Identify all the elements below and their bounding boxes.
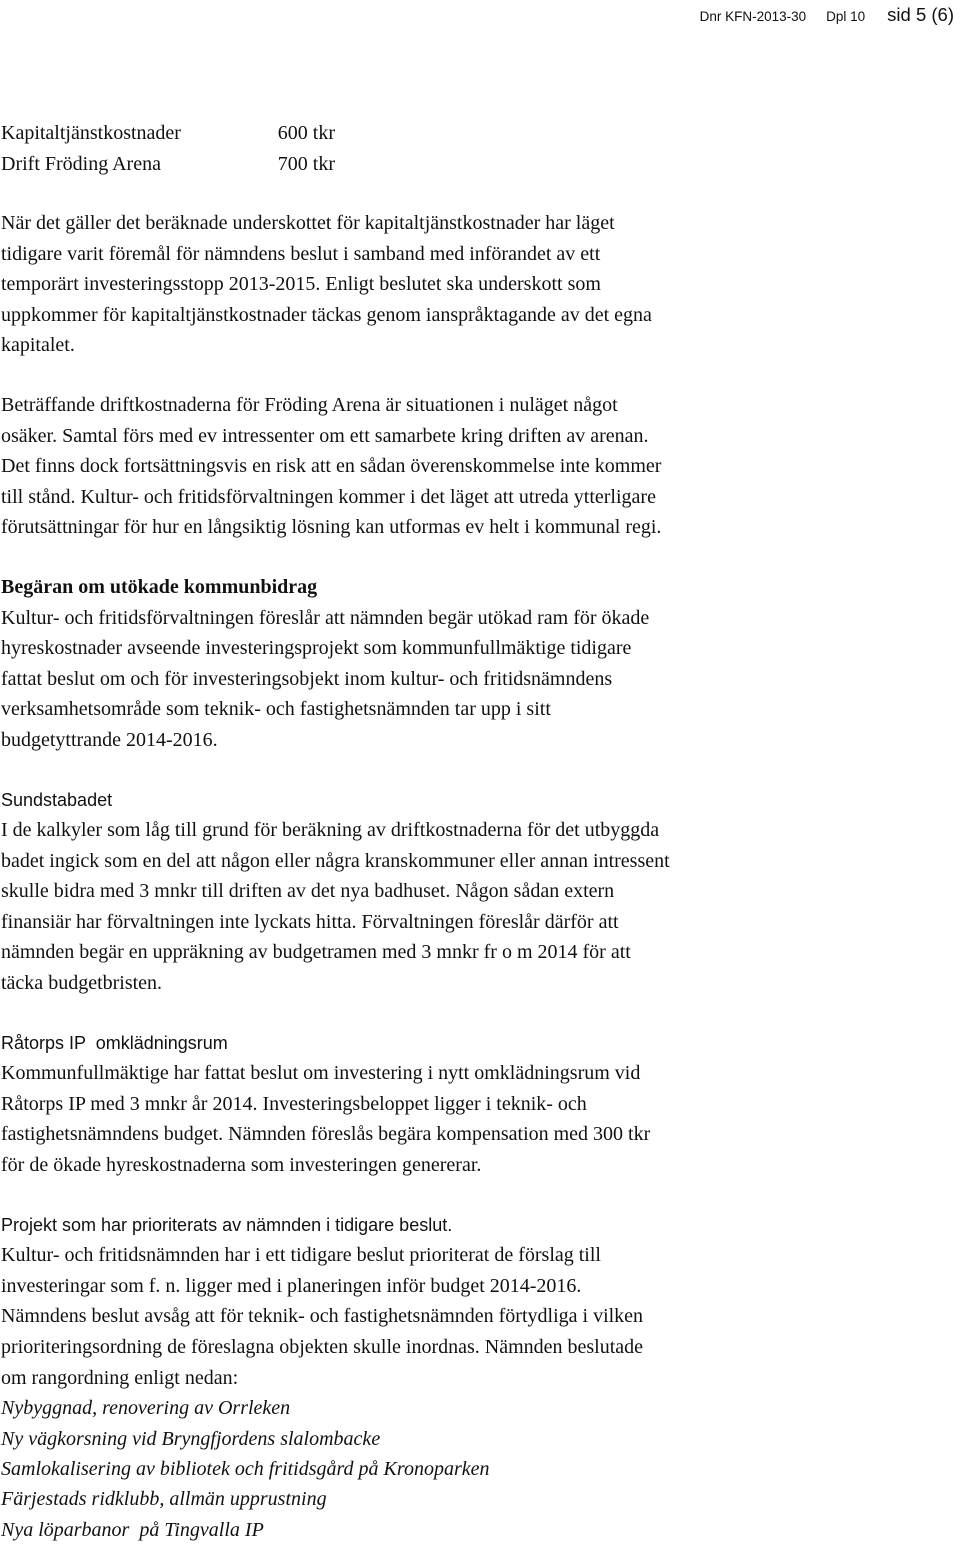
text-line: Beträffande driftkostnaderna för Fröding Arena är situationen i nuläget något — [1, 393, 618, 416]
text-line: När det gäller det beräknade underskottet för kapitaltjänstkostnader har läget — [1, 212, 615, 234]
text-line: Det finns dock fortsättningsvis en risk att en sådan överenskommelse inte kommer — [1, 455, 662, 478]
list-item: Samlokalisering av bibliotek och fritidsgård på Kronoparken — [1, 1458, 490, 1480]
document-number: Dnr KFN-2013-30 — [699, 9, 807, 24]
cost-table — [1, 118, 951, 179]
section-heading: Sundstabadet — [1, 789, 113, 810]
cost-value: 700 tkr — [277, 152, 335, 175]
text-line: investeringar som f. n. ligger med i planeringen inför budget 2014-2016. — [1, 1274, 582, 1297]
section-sundstabadet — [1, 785, 951, 999]
section-prioritized-projects — [1, 1210, 951, 1546]
text-line: Kommunfullmäktige har fattat beslut om investering i nytt omklädningsrum vid — [1, 1062, 641, 1085]
text-line: Råtorps IP med 3 mnkr år 2014. Investeringsbeloppet ligger i teknik- och — [1, 1092, 587, 1115]
text-line: fastighetsnämndens budget. Nämnden föreslås begära kompensation med 300 tkr — [1, 1123, 651, 1146]
text-line: kapitalet. — [1, 334, 75, 357]
text-line: I de kalkyler som låg till grund för beräkning av driftkostnaderna för det utbyggda — [1, 819, 660, 842]
text-line: fattat beslut om och för investeringsobjekt inom kultur- och fritidsnämndens — [1, 667, 613, 690]
text-line: badet ingick som en del att någon eller några kranskommuner eller annan intressent — [1, 849, 670, 872]
text-line: Kultur- och fritidsnämnden har i ett tidigare beslut prioriterat de förslag till — [1, 1244, 601, 1267]
text-line: Nämndens beslut avsåg att för teknik- och fastighetsnämnden förtydliga i vilken — [1, 1305, 644, 1328]
text-line: för de ökade hyreskostnaderna som investeringen genererar. — [1, 1154, 482, 1177]
list-item: Nya löparbanor på Tingvalla IP — [1, 1518, 264, 1541]
text-line: skulle bidra med 3 mnkr till driften av det nya badhuset. Någon sådan extern — [1, 880, 615, 903]
section-body — [1, 603, 951, 756]
section-ratorps-ip — [1, 1028, 951, 1181]
text-line: uppkommer för kapitaltjänstkostnader täckas genom ianspråktagande av det egna — [1, 303, 652, 326]
section-heading: Projekt som har prioriterats av nämnden i tidigare beslut. — [1, 1214, 453, 1235]
page-number: sid 5 (6) — [887, 4, 954, 25]
section-body — [1, 1058, 951, 1180]
text-line: tidigare varit föremål för nämndens beslut i samband med införandet av ett — [1, 242, 601, 265]
text-line: täcka budgetbristen. — [1, 972, 163, 995]
document-part: Dpl 10 — [826, 9, 866, 24]
ranking-list — [1, 1393, 951, 1545]
cost-label: Drift Fröding Arena — [1, 152, 161, 175]
paragraph-froding-arena — [1, 390, 951, 543]
text-line: prioriteringsordning de föreslagna objekten skulle inordnas. Nämnden beslutade — [1, 1336, 644, 1358]
text-line: förutsättningar för hur en långsiktig lösning kan utformas ev helt i kommunal regi. — [1, 516, 662, 539]
section-body — [1, 815, 951, 999]
text-line: osäker. Samtal förs med ev intressenter om ett samarbete kring driften av arenan. — [1, 424, 649, 447]
text-line: verksamhetsområde som teknik- och fastighetsnämnden tar upp i sitt — [1, 698, 551, 721]
text-line: temporärt investeringsstopp 2013-2015. Enligt beslutet ska underskott som — [1, 273, 601, 296]
page-header — [700, 4, 954, 26]
text-line: hyreskostnader avseende investeringsprojekt som kommunfullmäktige tidigare — [1, 637, 632, 660]
paragraph-capital-costs — [1, 208, 951, 361]
section-heading: Begäran om utökade kommunbidrag — [1, 575, 318, 598]
section-begaran — [1, 572, 951, 756]
text-line: Kultur- och fritidsförvaltningen föreslår att nämnden begär utökad ram för ökade — [1, 606, 650, 629]
section-body — [1, 1240, 951, 1393]
cost-row — [1, 118, 951, 149]
text-line: budgetyttrande 2014-2016. — [1, 728, 218, 751]
cost-row — [1, 149, 951, 180]
text-line: nämnden begär en uppräkning av budgetramen med 3 mnkr fr o m 2014 för att — [1, 941, 631, 964]
text-line: om rangordning enligt nedan: — [1, 1366, 239, 1389]
text-line: till stånd. Kultur- och fritidsförvaltningen kommer i det läget att utreda ytterligare — [1, 485, 656, 508]
section-heading: Råtorps IP omklädningsrum — [1, 1032, 228, 1053]
document-body — [1, 118, 951, 1545]
list-item: Nybyggnad, renovering av Orrleken — [1, 1397, 291, 1420]
list-item: Ny vägkorsning vid Bryngfjordens slalombacke — [1, 1427, 381, 1450]
cost-label: Kapitaltjänstkostnader — [1, 122, 181, 144]
list-item: Färjestads ridklubb, allmän upprustning — [1, 1488, 327, 1511]
text-line: finansiär har förvaltningen inte lyckats hitta. Förvaltningen föreslår därför att — [1, 910, 619, 933]
cost-value: 600 tkr — [277, 122, 335, 144]
